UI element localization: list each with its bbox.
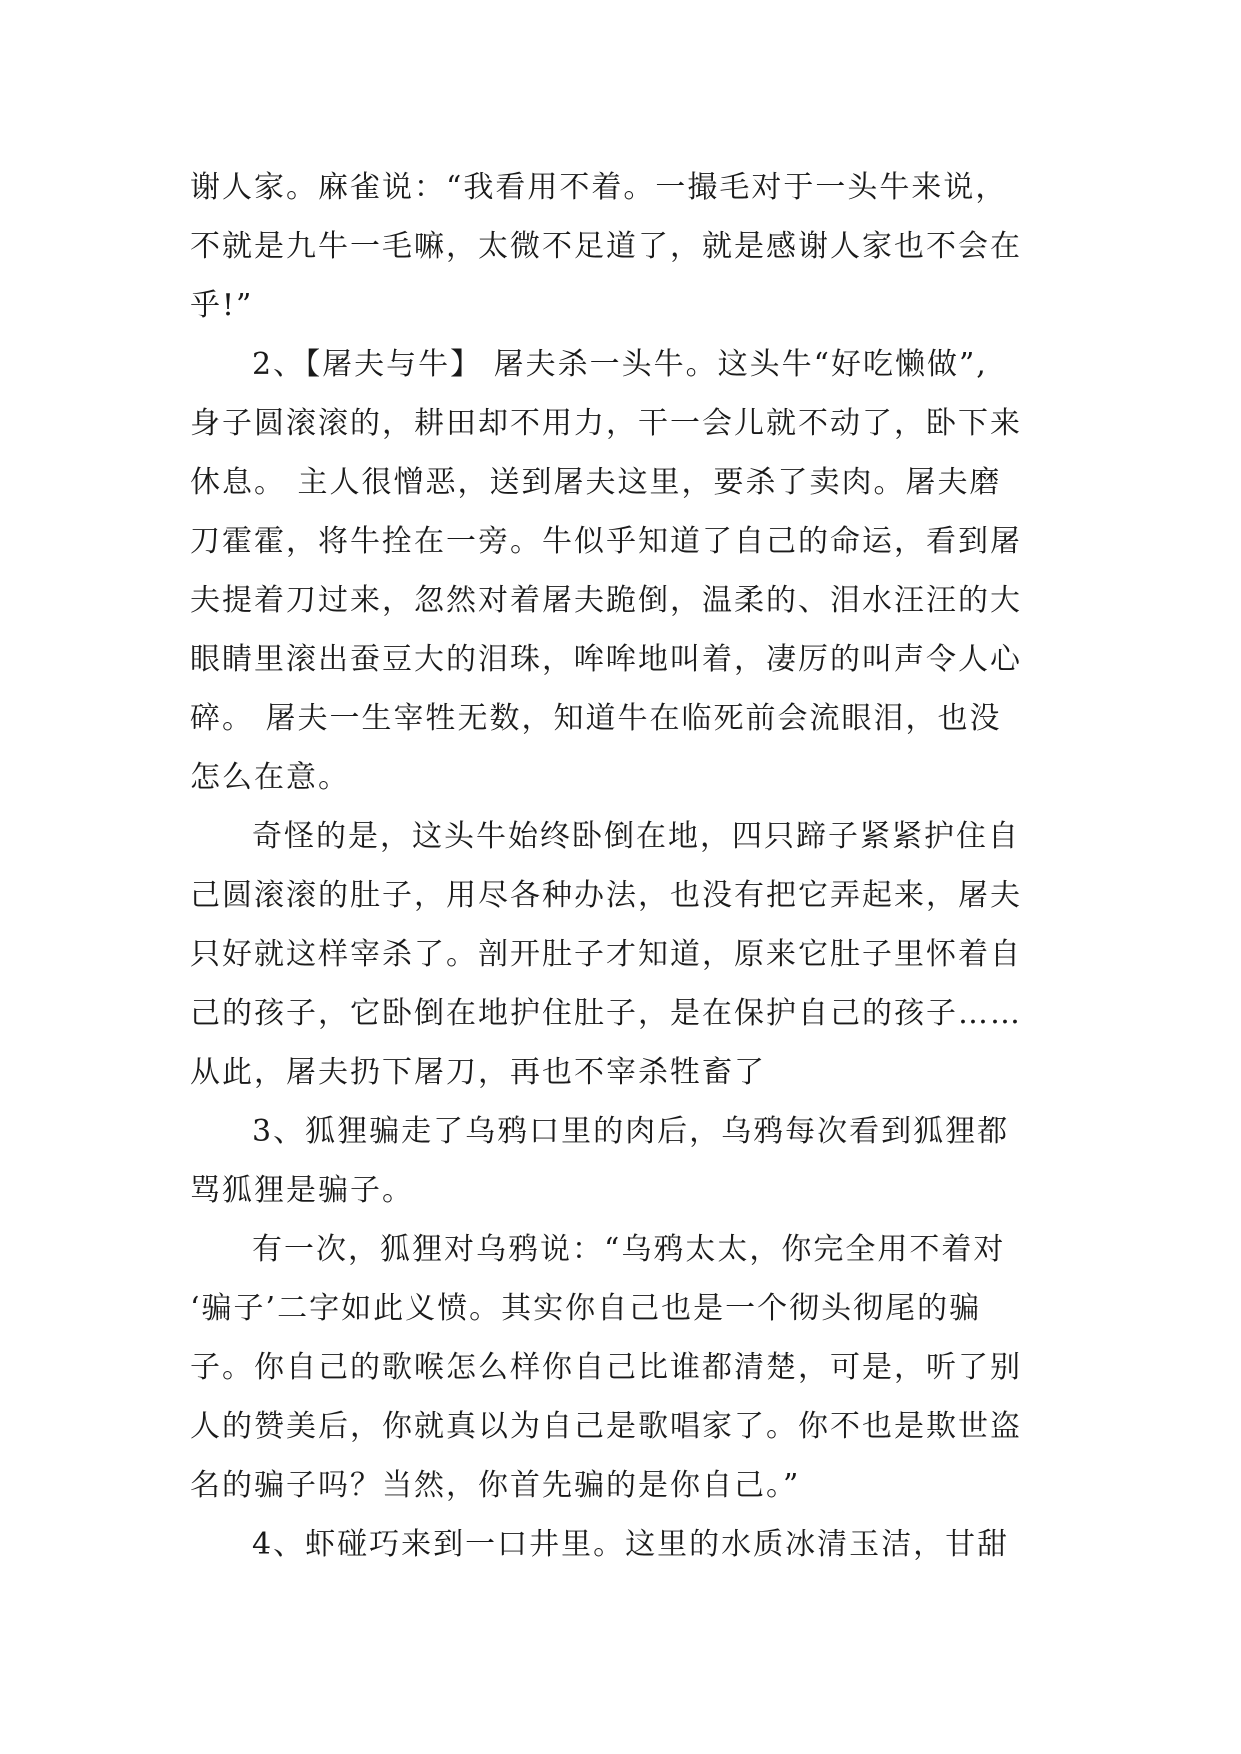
text-line: 怎么在意。 (190, 760, 350, 795)
text-line: 刀霍霍，将牛拴在一旁。牛似乎知道了自己的命运，看到屠 (190, 524, 1022, 559)
paragraph-4 (190, 1102, 1060, 1220)
paragraph-5 (190, 1220, 1060, 1515)
text-line: 奇怪的是，这头牛始终卧倒在地，四只蹄子紧紧护住自 (252, 819, 1020, 854)
document-body (190, 158, 1060, 1574)
text-line: 谢人家。麻雀说：“我看用不着。一撮毛对于一头牛来说， (190, 170, 1008, 205)
paragraph-1 (190, 158, 1060, 335)
text-line: 4、虾碰巧来到一口井里。这里的水质冰清玉洁，甘甜 (252, 1527, 1010, 1562)
text-line: 子。你自己的歌喉怎么样你自己比谁都清楚，可是，听了别 (190, 1350, 1022, 1385)
text-line: 2、【屠夫与牛】 屠夫杀一头牛。这头牛“好吃懒做”, (252, 347, 988, 382)
text-line: 骂狐狸是骗子。 (190, 1173, 414, 1208)
text-line: ‘骗子’二字如此义愤。其实你自己也是一个彻头彻尾的骗 (190, 1291, 982, 1326)
text-line: 乎!” (190, 288, 254, 323)
text-line: 身子圆滚滚的，耕田却不用力，干一会儿就不动了，卧下来 (190, 406, 1022, 441)
text-line: 夫提着刀过来，忽然对着屠夫跪倒，温柔的、泪水汪汪的大 (190, 583, 1022, 618)
text-line: 只好就这样宰杀了。剖开肚子才知道，原来它肚子里怀着自 (190, 937, 1022, 972)
text-line: 名的骗子吗？当然，你首先骗的是你自己。” (190, 1468, 801, 1503)
text-line: 休息。 主人很憎恶，送到屠夫这里，要杀了卖肉。屠夫磨 (190, 465, 1002, 500)
text-line: 从此，屠夫扔下屠刀，再也不宰杀牲畜了 (190, 1055, 766, 1090)
text-line: 不就是九牛一毛嘛，太微不足道了，就是感谢人家也不会在 (190, 229, 1022, 264)
text-line: 己的孩子，它卧倒在地护住肚子，是在保护自己的孩子…… (190, 996, 1022, 1031)
text-line: 人的赞美后，你就真以为自己是歌唱家了。你不也是欺世盗 (190, 1409, 1022, 1444)
text-line: 有一次，狐狸对乌鸦说：“乌鸦太太，你完全用不着对 (252, 1232, 1006, 1267)
text-line: 碎。 屠夫一生宰牲无数，知道牛在临死前会流眼泪，也没 (190, 701, 1002, 736)
paragraph-3 (190, 807, 1060, 1102)
paragraph-2 (190, 335, 1060, 807)
text-line: 己圆滚滚的肚子，用尽各种办法，也没有把它弄起来，屠夫 (190, 878, 1022, 913)
text-line: 眼睛里滚出蚕豆大的泪珠，哞哞地叫着，凄厉的叫声令人心 (190, 642, 1022, 677)
text-line: 3、狐狸骗走了乌鸦口里的肉后，乌鸦每次看到狐狸都 (252, 1114, 1010, 1149)
paragraph-6 (190, 1515, 1060, 1574)
